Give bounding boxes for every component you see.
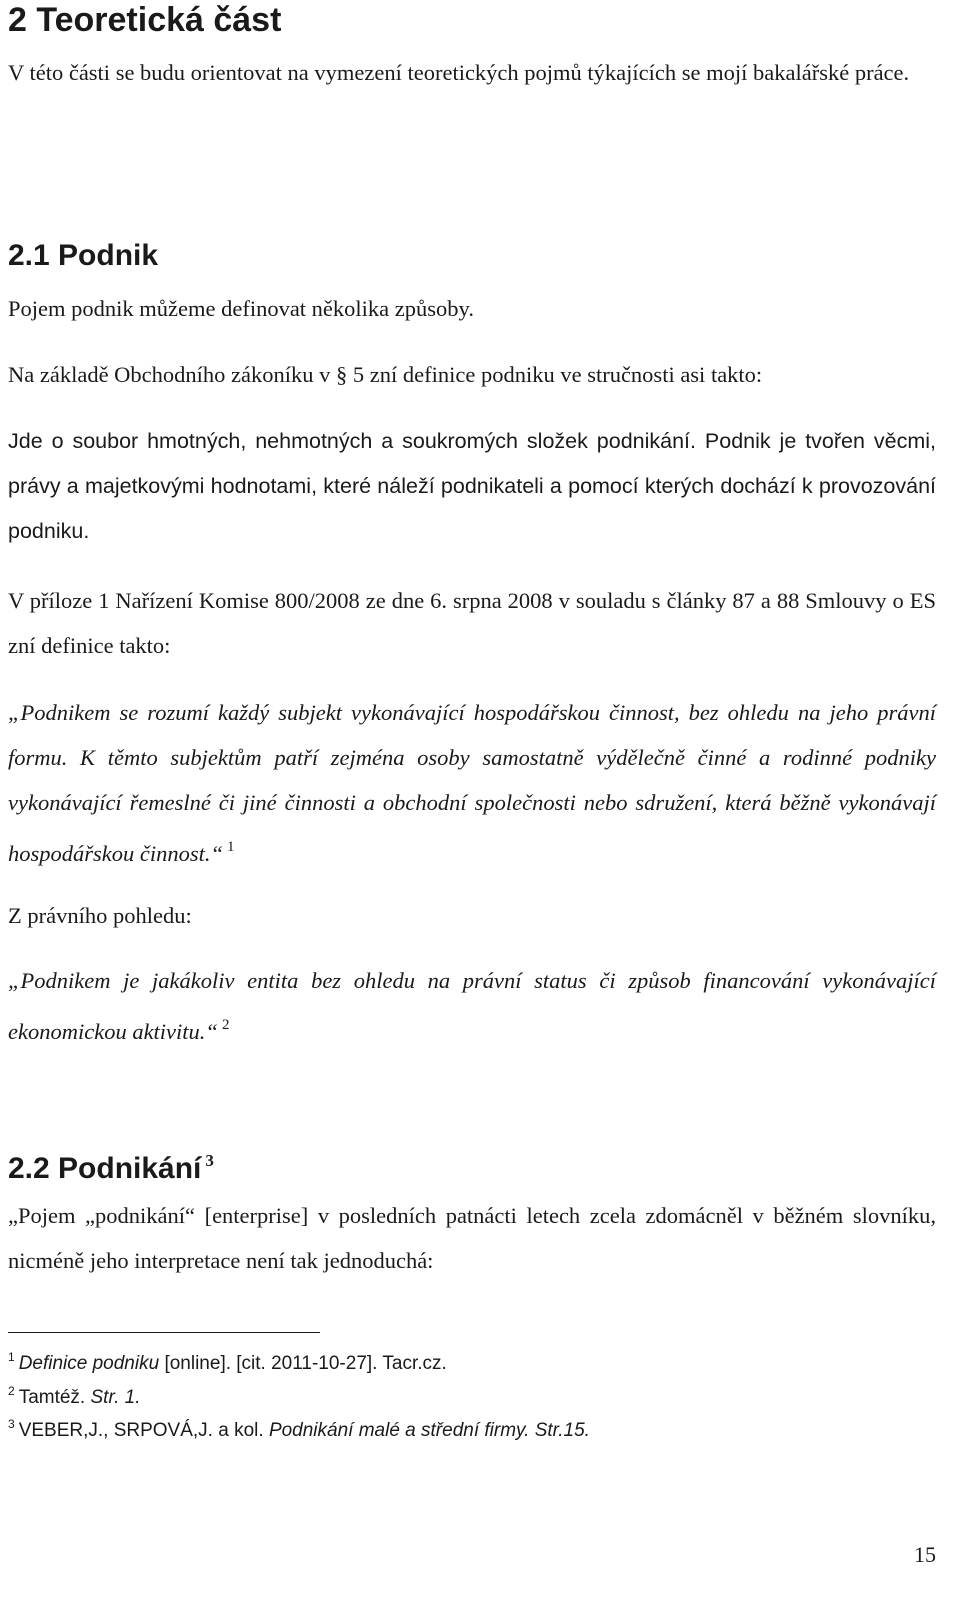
footnote-text: VEBER,J., SRPOVÁ,J. a kol. (18, 1420, 269, 1441)
quote-definice-pravni (8, 958, 936, 1054)
paragraph-pojem-podnikani: „Pojem „podnikání“ [enterprise] v posledních patnácti letech zcela zdomácněl v běžném slovníku, nicméně jeho interpretace není tak jednoduchá: (8, 1203, 936, 1273)
section-title: 2.2 Podnikání (8, 1152, 202, 1185)
footnote-ref-3: 3 (205, 1151, 214, 1170)
footnote-number: 1 (8, 1350, 15, 1364)
paragraph-pravni-pohled: Z právního pohledu: (8, 903, 192, 928)
footnote-item (8, 1411, 908, 1445)
section-heading-podnikani (8, 1143, 214, 1187)
intro-paragraph: V této části se budu orientovat na vymezení teoretických pojmů týkajících se mojí bakalářské práce. (8, 60, 910, 85)
footnote-ref-2: 2 (221, 1017, 230, 1033)
paragraph-narizeni-komise: V příloze 1 Nařízení Komise 800/2008 ze dne 6. srpna 2008 v souladu s články 87 a 88 Smlouvy o ES zní definice takto: (8, 588, 936, 658)
quote-text: „Podnikem se rozumí každý subjekt vykonávající hospodářskou činnost, bez ohledu na jeho právní formu. K těmto subjektům patří zejména osoby samostatně výdělečně činné a rodinné podniky vykonávající řemeslné či jiné činnosti a obchodní společnosti nebo sdružení, která běžně vykonávají hospodářskou činnost.“ (8, 700, 936, 866)
footnote-title: Podnikání malé a střední firmy. Str.15. (268, 1420, 590, 1441)
footnote-ref-1: 1 (227, 839, 235, 855)
paragraph-obchodni-zakonik: Na základě Obchodního zákoníku v § 5 zní definice podniku ve stručnosti asi takto: (8, 362, 763, 387)
footnote-text: [online]. [cit. 2011-10-27]. Tacr.cz. (159, 1353, 447, 1374)
footnotes-list (8, 1344, 908, 1445)
page-number: 15 (914, 1542, 936, 1567)
footnote-divider (8, 1332, 320, 1333)
footnote-number: 3 (8, 1417, 15, 1431)
footnote-number: 2 (8, 1383, 15, 1398)
footnote-item (8, 1344, 908, 1378)
quote-definice-eu (8, 690, 936, 876)
footnote-item (8, 1378, 908, 1412)
paragraph-definice-zakonik: Jde o soubor hmotných, nehmotných a soukromých složek podnikání. Podnik je tvořen věcmi, právy a majetkovými hodnotami, které náleží podnikateli a pomocí kterých dochází k provozování podniku. (8, 429, 936, 543)
footnote-text: Tamtéž. (18, 1386, 91, 1408)
quote-text: „Podnikem je jakákoliv entita bez ohledu na právní status či způsob financování vykonávající ekonomickou aktivitu.“ (8, 968, 936, 1044)
paragraph-pojem-podnik: Pojem podnik můžeme definovat několika způsoby. (8, 296, 474, 321)
footnote-title: Str. 1. (90, 1386, 141, 1408)
section-heading-podnik: 2.1 Podnik (8, 239, 159, 272)
chapter-heading: 2 Teoretická část (8, 1, 282, 39)
footnote-title: Definice podniku (18, 1353, 160, 1374)
